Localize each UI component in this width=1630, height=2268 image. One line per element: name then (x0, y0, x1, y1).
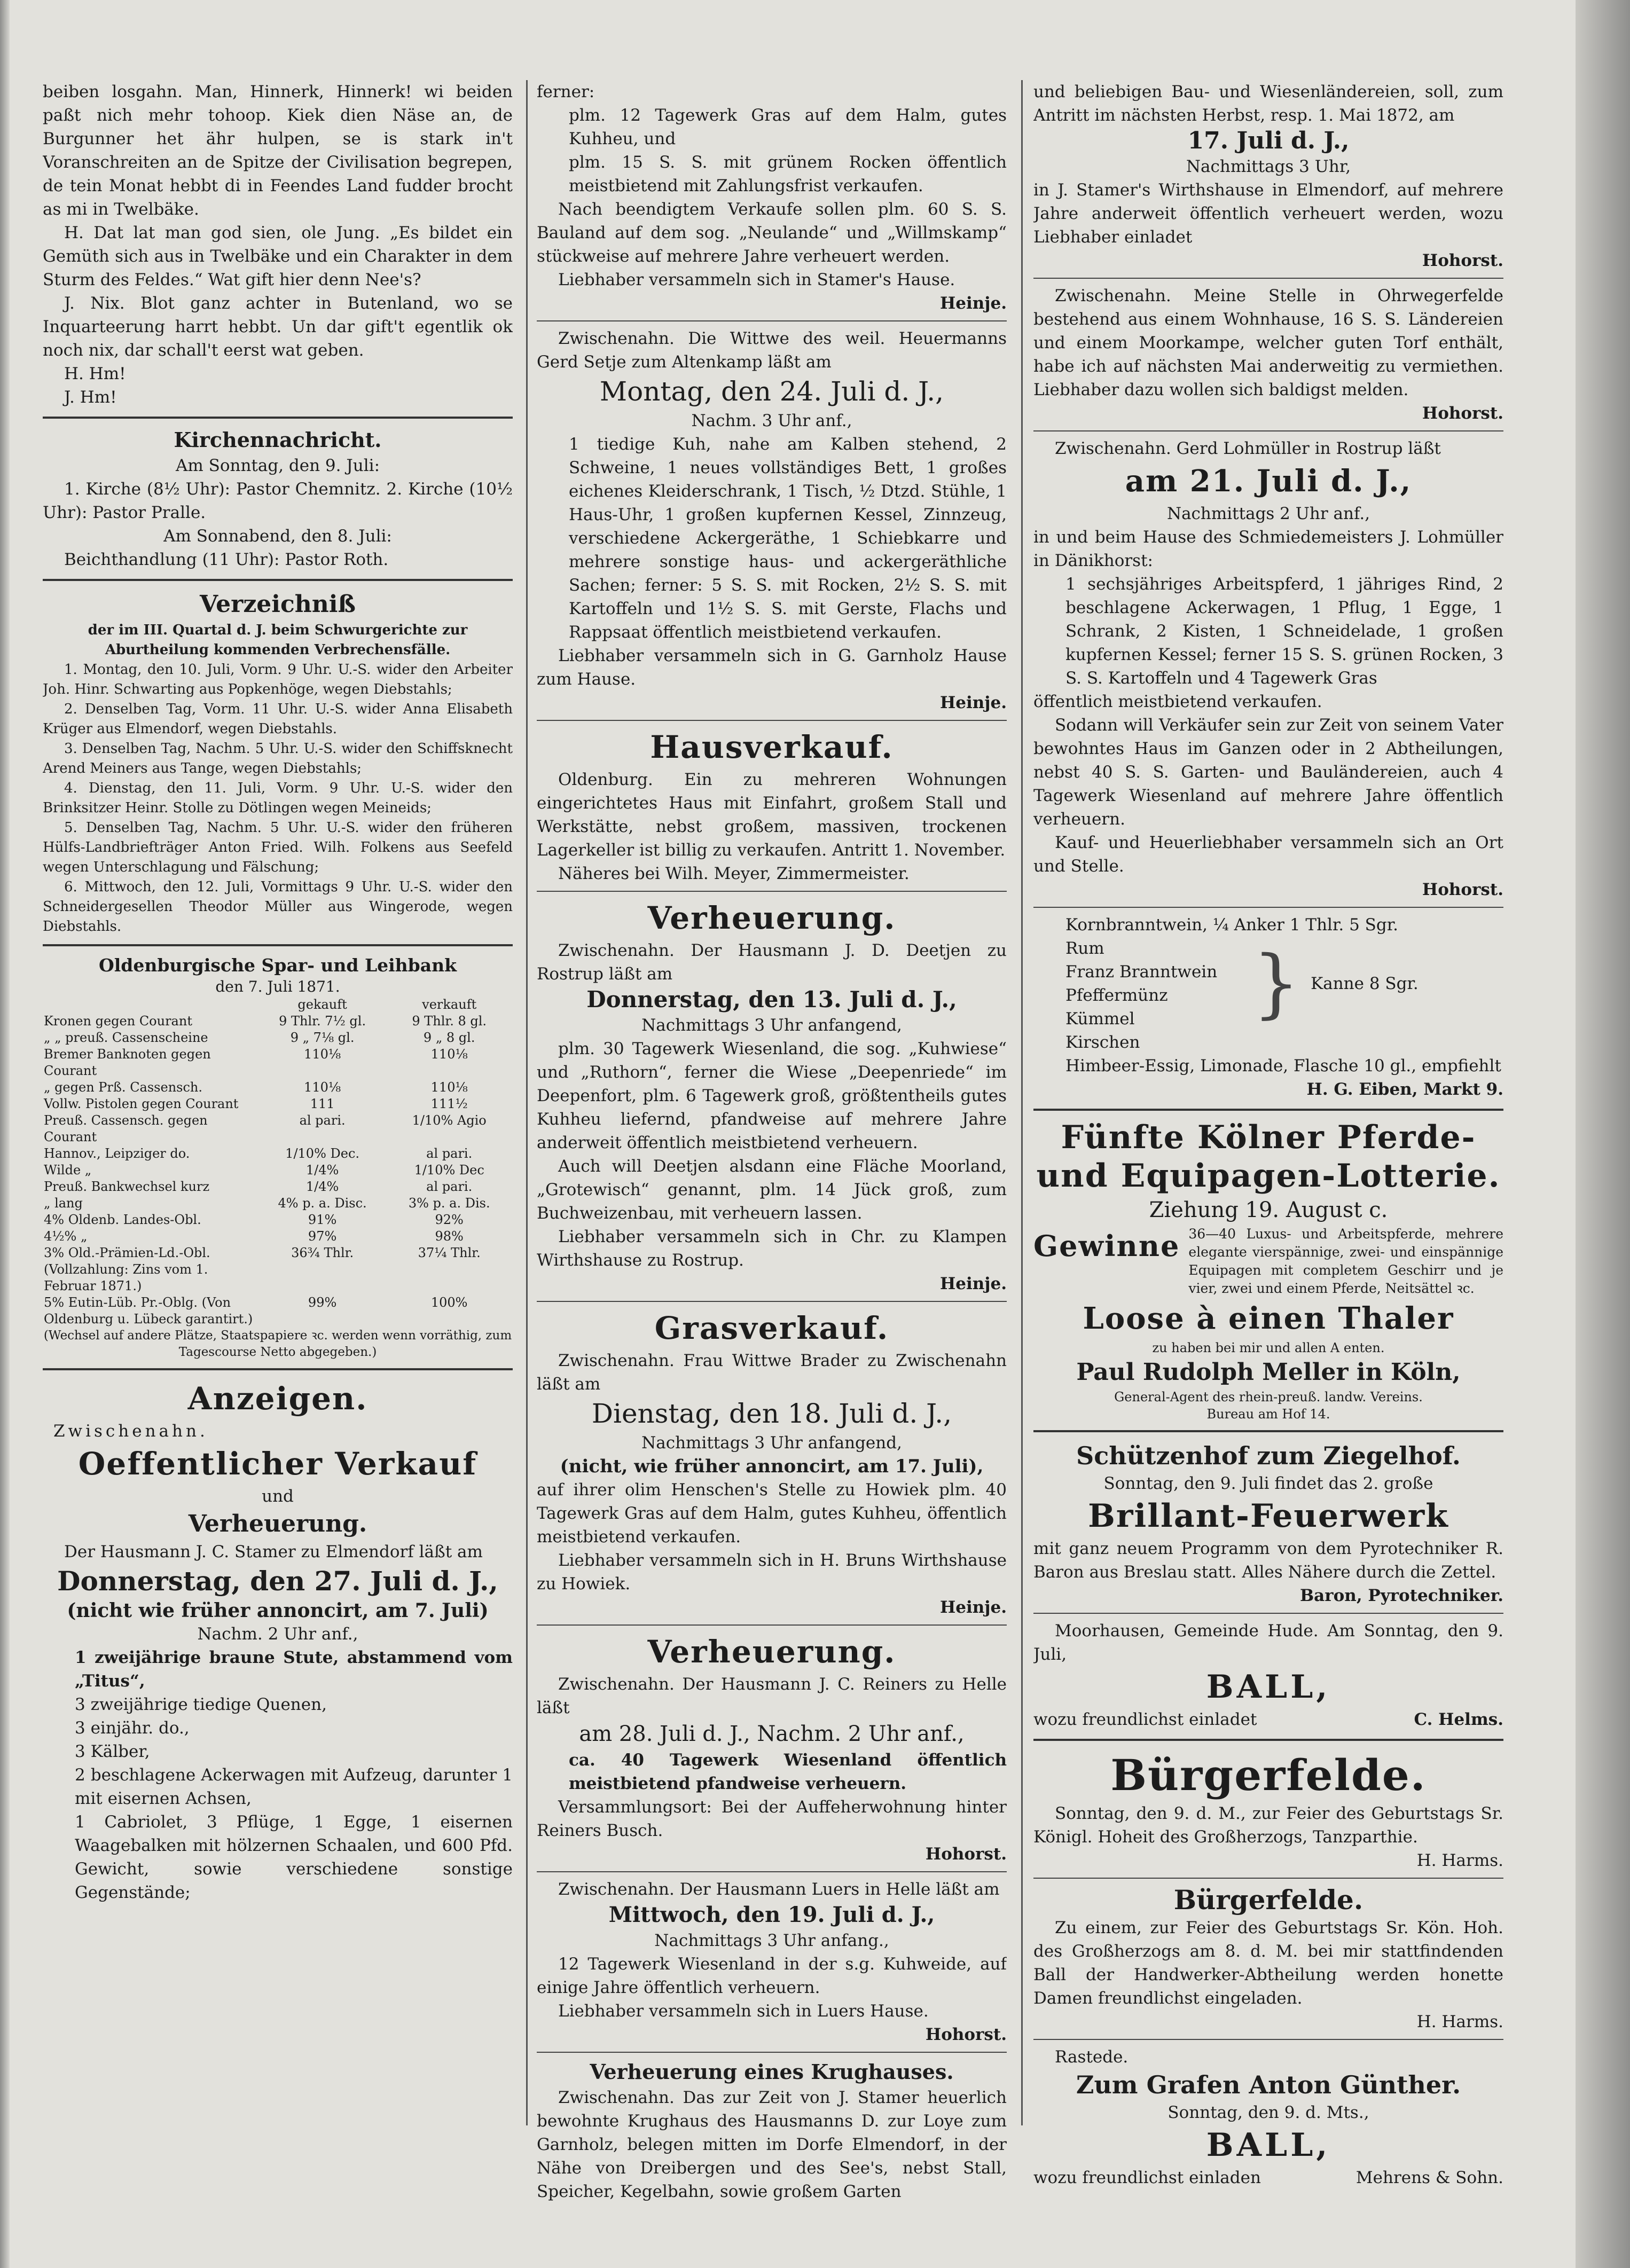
lottery-bei: zu haben bei mir und allen A enten. (1152, 1340, 1385, 1355)
auction-head2: Verheuerung. (188, 1510, 367, 1537)
table-row (43, 1261, 513, 1294)
notice-body: Zwischenahn. Das zur Zeit von J. Stamer heuerlich bewohnte Krughaus des Hausmanns D. zur Loye zum Garnholz, belegen mitten im Dorfe Elmendorf, in der Nähe von Dreibergen und des See's, nebst Stall, Speicher, Kegelbahn, sowie großem Garten (537, 2088, 1007, 2201)
notice-head: BALL, (1206, 2126, 1331, 2164)
notice-signature: Heinje. (939, 294, 1007, 313)
divider (1033, 2039, 1503, 2040)
rate-label: Bremer Banknoten gegen Courant (44, 1047, 211, 1078)
rate-sold: al pari. (426, 1179, 473, 1194)
notice-krughaus-cont (1033, 80, 1503, 272)
notice-line: Liebhaber versammeln sich in Stamer's Hause. (558, 270, 955, 289)
auction-item: 1 Cabriolet, 3 Pflüge, 1 Egge, 1 eisernen Waagebalken mit hölzernen Schaalen, und 600 Pfd. Gewicht, sowie verschiedene sonstige Gegenstände; (75, 1812, 513, 1902)
notice-body: Zu einem, zur Feier des Geburtstags Sr. Kön. Hoh. des Großherzogs am 8. d. M. bei mir stattfindenden Ball der Handwerker-Abtheilung werden honette Damen freundlichst eingeladen. (1033, 1918, 1503, 2008)
notice-rastede-ball (1033, 2045, 1503, 2189)
rate-bought (259, 1261, 386, 1294)
church-title: Kirchennachricht. (174, 428, 382, 452)
rate-label: Kronen gegen Courant (44, 1014, 192, 1029)
bank-date: den 7. Juli 1871. (215, 978, 340, 995)
table-row (43, 1212, 513, 1228)
auction-time: Nachm. 2 Uhr anf., (197, 1625, 358, 1644)
rate-label: 5% Eutin-Lüb. Pr.-Oblg. (Von Oldenburg u. Lübeck garantirt.) (44, 1295, 253, 1327)
auction-date: Donnerstag, den 27. Juli d. J., (57, 1565, 498, 1597)
case-item: 5. Denselben Tag, Nachm. 5 Uhr. U.-S. wider den früheren Hülfs-Landbriefträger Anton Fried. Wilh. Folkens aus Seefeld wegen Unterschlagung und Fälschung; (43, 820, 513, 875)
rate-bought: 9 „ 7⅛ gl. (290, 1030, 355, 1045)
column-1 (43, 80, 513, 2243)
church-notice (43, 426, 513, 571)
notice-place: Rastede. (1055, 2047, 1129, 2067)
rate-bought: 1/4% (305, 1179, 339, 1194)
auction-item: 1 zweijährige braune Stute, abstammend vom „Titus“, (75, 1648, 513, 1691)
table-row (43, 1195, 513, 1212)
verzeichnis-subtitle: der im III. Quartal d. J. beim Schwurgerichte zur Aburtheilung kommenden Verbrechensfälle. (88, 622, 468, 658)
notice-body: in und beim Hause des Schmiedemeisters J. Lohmüller in Dänikhorst: (1033, 528, 1503, 570)
table-row (43, 1030, 513, 1046)
divider (43, 579, 513, 581)
rate-sold: 92% (435, 1212, 464, 1227)
anzeigen-section (43, 1378, 513, 1904)
notice-closing: Kauf- und Heuerliebhaber versammeln sich an Ort und Stelle. (1033, 833, 1503, 876)
divider (1033, 1613, 1503, 1614)
notice-head: BALL, (1206, 1668, 1331, 1706)
notice-intro: Zwischenahn. Der Hausmann J. D. Deetjen zu Rostrup läßt am (537, 941, 1007, 984)
brace-symbol: } (1252, 940, 1300, 1027)
notice-intro: Sonntag, den 9. d. Mts., (1167, 2103, 1369, 2122)
lottery-draw: Ziehung 19. August c. (1149, 1198, 1388, 1222)
table-row (43, 1245, 513, 1261)
rate-label: „ „ preuß. Cassenscheine (44, 1030, 208, 1045)
rate-bought: 97% (308, 1229, 337, 1244)
rate-label: 4% Oldenb. Landes-Obl. (44, 1212, 201, 1227)
divider (537, 320, 1007, 321)
auction-note: (nicht wie früher annoncirt, am 7. Juli) (67, 1599, 489, 1622)
rate-bought: 110⅛ (304, 1080, 341, 1095)
dialogue-paragraph: H. Dat lat man god sien, ole Jung. „Es bildet ein Gemüth sich aus in Twelbäke und ein Charakter in dem Sturm des Feldes.“ Wat gift hier denn Nee's? (43, 223, 513, 289)
lottery-agent: General-Agent des rhein-preuß. landw. Vereins. (1114, 1390, 1423, 1404)
spirits-list (1065, 937, 1242, 1031)
notice-signature: Heinje. (939, 693, 1007, 712)
notice-body: Oldenburg. Ein zu mehreren Wohnungen eingerichtetes Haus mit Einfahrt, großem Stall und Werkstätte, nebst großem, massiven, trockenen Lagerkeller ist billig zu verkaufen. Antritt 1. November. (537, 770, 1007, 860)
table-row (43, 1294, 513, 1328)
column-rule-1 (526, 80, 528, 2125)
notice-line: plm. 15 S. S. mit grünem Rocken öffentlich meistbietend mit Zahlungsfrist verkaufen. (569, 153, 1007, 195)
bank-header-row (43, 996, 513, 1013)
church-line: Am Sonntag, den 9. Juli: (175, 456, 380, 475)
church-line: Am Sonnabend, den 8. Juli: (163, 527, 392, 546)
notice-signature: Baron, Pyrotechniker. (1299, 1586, 1503, 1605)
notice-closing: wozu freundlichst einladet (1033, 1710, 1257, 1729)
notice-time: Nachmittags 2 Uhr anf., (1166, 504, 1370, 523)
rate-sold: 9 „ 8 gl. (423, 1030, 475, 1045)
rate-sold (386, 1261, 513, 1294)
notice-date: am 21. Juli d. J., (1125, 464, 1412, 499)
table-row (43, 1013, 513, 1030)
rate-bought: 36¾ Thlr. (291, 1245, 354, 1260)
divider (43, 944, 513, 946)
notice-title: Schützenhof zum Ziegelhof. (1076, 1441, 1461, 1470)
rate-sold: 110⅛ (430, 1047, 468, 1062)
notice-body: ca. 40 Tagewerk Wiesenland öffentlich meistbietend pfandweise verheuern. (569, 1751, 1007, 1793)
table-row (43, 1228, 513, 1245)
notice-signature: Hohorst. (925, 2025, 1007, 2044)
notice-signature: Heinje. (939, 1598, 1007, 1617)
lottery-lose: Loose à einen Thaler (1083, 1301, 1454, 1336)
lottery-prizes (1033, 1225, 1503, 1298)
divider (537, 1301, 1007, 1302)
rate-bought: 91% (308, 1212, 337, 1227)
lottery-prize-text: 36—40 Luxus- und Arbeitspferde, mehrere elegante vierspännige, zwei- und einspännige Equipagen mit completem Geschirr und je vier, zwei und einem Pferde, Neitsättel ꝛc. (1188, 1226, 1503, 1296)
rate-sold: al pari. (426, 1146, 473, 1161)
notice-closing: Liebhaber versammeln sich in G. Garnholz Hause zum Hause. (537, 646, 1007, 689)
notice-hausverkauf (537, 726, 1007, 885)
divider (1033, 1109, 1503, 1111)
notice-body: auf ihrer olim Henschen's Stelle zu Howiek plm. 40 Tagewerk Gras auf dem Halm, gutes Kuhheu, öffentlich meistbietend verkaufen. (537, 1480, 1007, 1547)
anzeigen-place: Zwischenahn. (53, 1422, 208, 1441)
rate-sold: 110⅛ (430, 1080, 468, 1095)
lottery-bureau: Bureau am Hof 14. (1206, 1407, 1330, 1422)
spirits-item: Rum (1065, 939, 1104, 958)
notice-intro: Zwischenahn. Gerd Lohmüller in Rostrup läßt (1055, 439, 1441, 458)
divider (1033, 1739, 1503, 1741)
rate-bought: 111 (310, 1096, 335, 1111)
notice-date: am 28. Juli d. J., Nachm. 2 Uhr anf., (579, 1722, 965, 1746)
notice-intro: Zwischenahn. Der Hausmann Luers in Helle läßt am (558, 1880, 1000, 1899)
rate-sold: 98% (435, 1229, 464, 1244)
binding-shadow (0, 0, 10, 2268)
rate-label: „ lang (44, 1196, 83, 1211)
table-row (43, 1046, 513, 1079)
church-line: 1. Kirche (8½ Uhr): Pastor Chemnitz. 2. Kirche (10½ Uhr): Pastor Pralle. (43, 480, 513, 522)
auction-item: 3 einjähr. do., (75, 1718, 190, 1738)
notice-title: Bürgerfelde. (1173, 1884, 1363, 1916)
notice-body: Zwischenahn. Meine Stelle in Ohrwegerfelde bestehend aus einem Wohnhause, 16 S. S. Ländereien und einem Moorkampe, welcher guten Torf enthält, habe ich auf nächsten Mai anderweitig zu vermiethen. Liebhaber dazu wollen sich baldigst melden. (1033, 286, 1503, 399)
notice-intro: Zwischenahn. Der Hausmann J. C. Reiners zu Helle läßt (537, 1675, 1007, 1717)
lottery-agent-name: Paul Rudolph Meller in Köln, (1076, 1359, 1461, 1386)
notice-body: plm. 30 Tagewerk Wiesenland, die sog. „Kuhwiese“ und „Ruthorn“, ferner die Wiese „Deepenriede“ im Deepenfort, plm. 6 Tagewerk groß, größtentheils gutes Kuhheu liefernd, pfandweise auf mehrere Jahre anderweit öffentlich meistbietend verheuern. (537, 1039, 1007, 1152)
notice-grass-sale (537, 80, 1007, 315)
dialogue-paragraph: J. Nix. Blot ganz achter in Butenland, wo se Inquarteerung harrt hebbt. Un dar gift't egentlik ok noch nix, dar schall't eerst wat geben. (43, 294, 513, 360)
rate-bought: 99% (308, 1295, 337, 1310)
notice-intro: und beliebigen Bau- und Wiesenländereien, soll, zum Antritt im nächsten Herbst, resp. 1. Mai 1872, am (1033, 82, 1503, 125)
notice-setje-sale (537, 327, 1007, 715)
spirits-item: Franz Branntwein (1065, 962, 1218, 982)
notice-signature: Heinje. (939, 1274, 1007, 1293)
spirits-price: Kanne 8 Sgr. (1311, 974, 1419, 993)
notice-signature: Hohorst. (925, 1845, 1007, 1864)
lottery-title: Fünfte Kölner Pferde- (1061, 1119, 1476, 1156)
notice-closing: Liebhaber versammeln sich in Chr. zu Klampen Wirthshause zu Rostrup. (537, 1227, 1007, 1270)
notice-note: (nicht, wie früher annoncirt, am 17. Juli), (560, 1456, 984, 1477)
notice-footer (1033, 2166, 1503, 2189)
divider (1033, 430, 1503, 431)
rate-label: 3% Old.-Prämien-Ld.-Obl. (44, 1245, 210, 1260)
rate-bought: 110⅛ (304, 1047, 341, 1062)
rate-bought: 9 Thlr. 7½ gl. (279, 1014, 366, 1029)
bank-rates (43, 954, 513, 1361)
notice-body: mit ganz neuem Programm von dem Pyrotechniker R. Baron aus Breslau statt. Alles Nähere durch die Zettel. (1033, 1539, 1503, 1582)
notice-buergerfelde-2 (1033, 1884, 1503, 2034)
notice-intro: Zwischenahn. Die Wittwe des weil. Heuermanns Gerd Setje zum Altenkamp läßt am (537, 329, 1007, 372)
auction-item: 2 beschlagene Ackerwagen mit Aufzeug, darunter 1 mit eisernen Achsen, (75, 1765, 513, 1808)
notice-line: plm. 12 Tagewerk Gras auf dem Halm, gutes Kuhheu, und (569, 106, 1007, 148)
table-row (43, 1112, 513, 1145)
rate-bought: al pari. (299, 1113, 346, 1128)
bank-table (43, 996, 513, 1328)
notice-verheuerung-deetjen (537, 897, 1007, 1296)
notice-body: Sodann will Verkäufer sein zur Zeit von seinem Vater bewohntes Haus im Ganzen oder in 2 Abtheilungen, nebst 40 S. S. Garten- und Bauländereien, auch 4 Tagewerk Wiesenland auf mehrere Jahre öffentlich verheuern. (1033, 716, 1503, 829)
notice-lottery (1033, 1118, 1503, 1423)
notice-date: Mittwoch, den 19. Juli d. J., (608, 1902, 935, 1927)
notice-body: in J. Stamer's Wirthshause in Elmendorf, auf mehrere Jahre anderweit öffentlich verheuert werden, wozu Liebhaber einladet (1033, 181, 1503, 247)
notice-verheuerung-reiners (537, 1631, 1007, 1866)
divider (43, 1368, 513, 1370)
rate-label: Preuß. Cassensch. gegen Courant (44, 1113, 208, 1144)
notice-title: Verheuerung. (647, 1634, 896, 1670)
divider (537, 1625, 1007, 1626)
table-row (43, 1079, 513, 1096)
divider (537, 1871, 1007, 1872)
auction-und: und (262, 1487, 294, 1506)
notice-schuetzenhof (1033, 1440, 1503, 1607)
rate-label: Wilde „ (44, 1163, 92, 1178)
column-3 (1033, 80, 1503, 2243)
notice-line: Nach beendigtem Verkaufe sollen plm. 60 S. S. Bauland auf dem sog. „Neulande“ und „Willmskamp“ stückweise auf mehrere Jahre verheuert werden. (537, 200, 1007, 266)
notice-closing: Näheres bei Wilh. Meyer, Zimmermeister. (558, 864, 910, 883)
table-row (43, 1179, 513, 1195)
rate-label: (Vollzahlung: Zins vom 1. Februar 1871.) (44, 1262, 208, 1293)
divider (1033, 1878, 1503, 1879)
auction-intro: Der Hausmann J. C. Stamer zu Elmendorf läßt am (64, 1542, 483, 1561)
spirits-line: Kirschen (1065, 1033, 1140, 1052)
notice-time: Nachm. 3 Uhr anf., (691, 411, 852, 430)
case-item: 1. Montag, den 10. Juli, Vorm. 9 Uhr. U.-S. wider den Arbeiter Joh. Hinr. Schwarting aus Popkenhöge, wegen Diebstahls; (43, 662, 513, 697)
lottery-gewinne: Gewinne (1033, 1229, 1180, 1263)
divider (537, 891, 1007, 892)
notice-title: Zum Grafen Anton Günther. (1076, 2070, 1461, 2099)
rate-sold: 1/10% Agio (412, 1113, 487, 1128)
notice-krughaus (537, 2058, 1007, 2203)
rate-label: Hannov., Leipziger do. (44, 1146, 190, 1161)
dialogue-paragraph: H. Hm! (64, 364, 126, 383)
notice-body: 12 Tagewerk Wiesenland in der s.g. Kuhweide, auf einige Jahre öffentlich verheuern. (537, 1955, 1007, 1997)
notice-intro: Moorhausen, Gemeinde Hude. Am Sonntag, den 9. Juli, (1033, 1621, 1503, 1664)
spirits-item: Pfeffermünz (1065, 986, 1168, 1005)
auction-item: 3 zweijährige tiedige Quenen, (75, 1695, 327, 1714)
notice-title: Bürgerfelde. (1110, 1750, 1427, 1800)
notice-signature: Hohorst. (1422, 880, 1503, 899)
notice-intro: Zwischenahn. Frau Wittwe Brader zu Zwischenahn läßt am (537, 1351, 1007, 1394)
notice-signature: H. Harms. (1416, 1851, 1503, 1870)
table-row (43, 1145, 513, 1162)
rate-sold: 1/10% Dec (414, 1163, 484, 1178)
notice-buergerfelde-1 (1033, 1748, 1503, 1872)
notice-time: Nachmittags 3 Uhr anfang., (654, 1931, 889, 1950)
notice-time: Nachmittags 3 Uhr anfangend, (641, 1016, 902, 1035)
rate-sold: 9 Thlr. 8 gl. (412, 1014, 487, 1029)
notice-title: Hausverkauf. (650, 729, 894, 765)
dialogue-paragraph: J. Hm! (64, 388, 117, 407)
bank-title: Oldenburgische Spar- und Leihbank (98, 955, 457, 976)
column-2 (537, 80, 1007, 2243)
divider (1033, 907, 1503, 908)
notice-closing: wozu freundlichst einladen (1033, 2168, 1261, 2187)
notice-signature: C. Helms. (1414, 1710, 1503, 1729)
bank-note: (Wechsel auf andere Plätze, Staatspapiere ꝛc. werden wenn vorräthig, zum Tagescourse Netto abgegeben.) (43, 1329, 512, 1359)
case-item: 4. Dienstag, den 11. Juli, Vorm. 9 Uhr. U.-S. wider den Brinksitzer Heinr. Stolle zu Dötlingen wegen Meineids; (43, 780, 513, 816)
notice-signature: H. Harms. (1416, 2012, 1503, 2031)
rate-label: Preuß. Bankwechsel kurz (44, 1179, 210, 1194)
notice-items: 1 sechsjähriges Arbeitspferd, 1 jähriges Rind, 2 beschlagene Ackerwagen, 1 Pflug, 1 Egge, 1 Schrank, 2 Kisten, 1 Schneidelade, 1 großen kupfernen Kessel; ferner 15 S. S. grünen Rocken, 3 S. S. Kartoffeln und 4 Tagewerk Gras (1065, 575, 1503, 688)
notice-footer (1033, 1708, 1503, 1731)
page-edge (1576, 0, 1630, 2268)
dialogue-paragraph: beiben losgahn. Man, Hinnerk, Hinnerk! wi beiden paßt nich mehr tohoop. Kiek dien Näse an, de Burgunner het ähr hulpen, se is stark in't Voranschreiten an de Spitze der Civilisation begrepen, de tein Monat hebbt di in Feendes Land fudder brocht as mi in Twelbäke. (43, 82, 513, 219)
rate-sold: 111½ (430, 1096, 468, 1111)
notice-signature: Hohorst. (1422, 251, 1503, 270)
case-item: 6. Mittwoch, den 12. Juli, Vormittags 9 Uhr. U.-S. wider den Schneidergesellen Theodor Müller aus Wingerode, wegen Diebstahls. (43, 879, 513, 935)
notice-closing: Versammlungsort: Bei der Auffeherwohnung hinter Reiners Busch. (537, 1798, 1007, 1840)
notice-moorhausen-ball (1033, 1619, 1503, 1731)
auction-head: Oeffentlicher Verkauf (78, 1446, 477, 1482)
notice-closing: Liebhaber versammeln sich in H. Bruns Wirthshause zu Howiek. (537, 1551, 1007, 1594)
divider (537, 720, 1007, 721)
notice-lohmueller (1033, 437, 1503, 901)
notice-grasverkauf (537, 1307, 1007, 1619)
case-item: 3. Denselben Tag, Nachm. 5 Uhr. U.-S. wider den Schiffsknecht Arend Meiners aus Tange, wegen Diebstahls; (43, 741, 513, 776)
rate-bought: 1/10% Dec. (285, 1146, 360, 1161)
bank-col-sold: verkauft (422, 997, 477, 1012)
notice-intro: Sonntag, den 9. Juli findet das 2. große (1103, 1474, 1433, 1493)
church-line: Beichthandlung (11 Uhr): Pastor Roth. (64, 550, 389, 569)
notice-ohrwegerfelde (1033, 284, 1503, 425)
notice-title: Verheuerung. (647, 900, 896, 936)
notice-date: 17. Juli d. J., (1187, 127, 1350, 154)
rate-label: Vollw. Pistolen gegen Courant (44, 1096, 239, 1111)
rate-sold: 100% (430, 1295, 468, 1310)
bank-col-bought: gekauft (297, 997, 347, 1012)
spirits-line: Himbeer-Essig, Limonade, Flasche 10 gl., empfiehlt (1065, 1056, 1501, 1076)
rate-sold: 37¼ Thlr. (418, 1245, 481, 1260)
notice-luers (537, 1878, 1007, 2046)
notice-head: Brillant-Feuerwerk (1088, 1497, 1449, 1535)
rate-label: 4½% „ (44, 1229, 88, 1244)
anzeigen-title: Anzeigen. (187, 1380, 368, 1417)
notice-title: Verheuerung eines Krughauses. (590, 2060, 954, 2084)
column-rule-2 (1021, 80, 1023, 2125)
notice-spirits (1033, 913, 1503, 1101)
case-item: 2. Denselben Tag, Vorm. 11 Uhr. U.-S. wider Anna Elisabeth Krüger aus Elmendorf, wegen Diebstahls. (43, 701, 513, 737)
notice-body: öffentlich meistbietend verkaufen. (1033, 692, 1322, 711)
notice-time: Nachmittags 3 Uhr, (1186, 157, 1351, 176)
table-row (43, 1096, 513, 1112)
rate-sold: 3% p. a. Dis. (408, 1196, 490, 1211)
rate-bought: 4% p. a. Disc. (278, 1196, 367, 1211)
notice-date: Montag, den 24. Juli d. J., (599, 376, 944, 407)
divider (43, 417, 513, 419)
auction-item: 3 Kälber, (75, 1742, 150, 1761)
rate-label: „ gegen Prß. Cassensch. (44, 1080, 202, 1095)
notice-title: Grasverkauf. (654, 1310, 889, 1346)
divider (1033, 1430, 1503, 1432)
notice-body: 1 tiedige Kuh, nahe am Kalben stehend, 2 Schweine, 1 neues vollständiges Bett, 1 großes eichenes Kleiderschrank, 1 Tisch, ½ Dtzd. Stühle, 1 Haus-Uhr, 1 großen kupfernen Kessel, Zinnzeug, verschiedene Ackergeräthe, 1 Schiebkarre und mehrere sonstige haus- und ackergeräthliche Sachen; ferner: 5 S. S. mit Rocken, 2½ S. S. mit Kartoffeln und 1½ S. S. mit Gerste, Flachs und Rappsaat öffentlich meistbietend verkaufen. (569, 435, 1007, 642)
rate-bought: 1/4% (305, 1163, 339, 1178)
notice-signature: Hohorst. (1422, 404, 1503, 423)
divider (1033, 278, 1503, 279)
notice-signature: Mehrens & Sohn. (1355, 2168, 1503, 2187)
verzeichnis-title: Verzeichniß (200, 591, 356, 618)
notice-date: Dienstag, den 18. Juli d. J., (591, 1398, 952, 1429)
dialogue-section (43, 80, 513, 409)
table-row (43, 1162, 513, 1179)
divider (537, 2052, 1007, 2053)
spirits-line: Kornbranntwein, ¼ Anker 1 Thlr. 5 Sgr. (1065, 915, 1399, 935)
spirits-item: Kümmel (1065, 1009, 1135, 1029)
spirits-brace-group (1033, 937, 1503, 1031)
notice-body: Sonntag, den 9. d. M., zur Feier des Geburtstags Sr. Königl. Hoheit des Großherzogs, Tanzparthie. (1033, 1804, 1503, 1847)
notice-body: Auch will Deetjen alsdann eine Fläche Moorland, „Grotewisch“ genannt, plm. 14 Jück groß, zum Buchweizenbau, mit verheuern lassen. (537, 1157, 1007, 1223)
notice-line: ferner: (537, 82, 595, 101)
notice-signature: H. G. Eiben, Markt 9. (1306, 1080, 1503, 1099)
notice-time: Nachmittags 3 Uhr anfangend, (641, 1433, 902, 1453)
notice-date: Donnerstag, den 13. Juli d. J., (586, 986, 957, 1013)
notice-closing: Liebhaber versammeln sich in Luers Hause. (558, 2002, 929, 2021)
verzeichnis-notice (43, 588, 513, 937)
lottery-title: und Equipagen-Lotterie. (1036, 1157, 1501, 1195)
